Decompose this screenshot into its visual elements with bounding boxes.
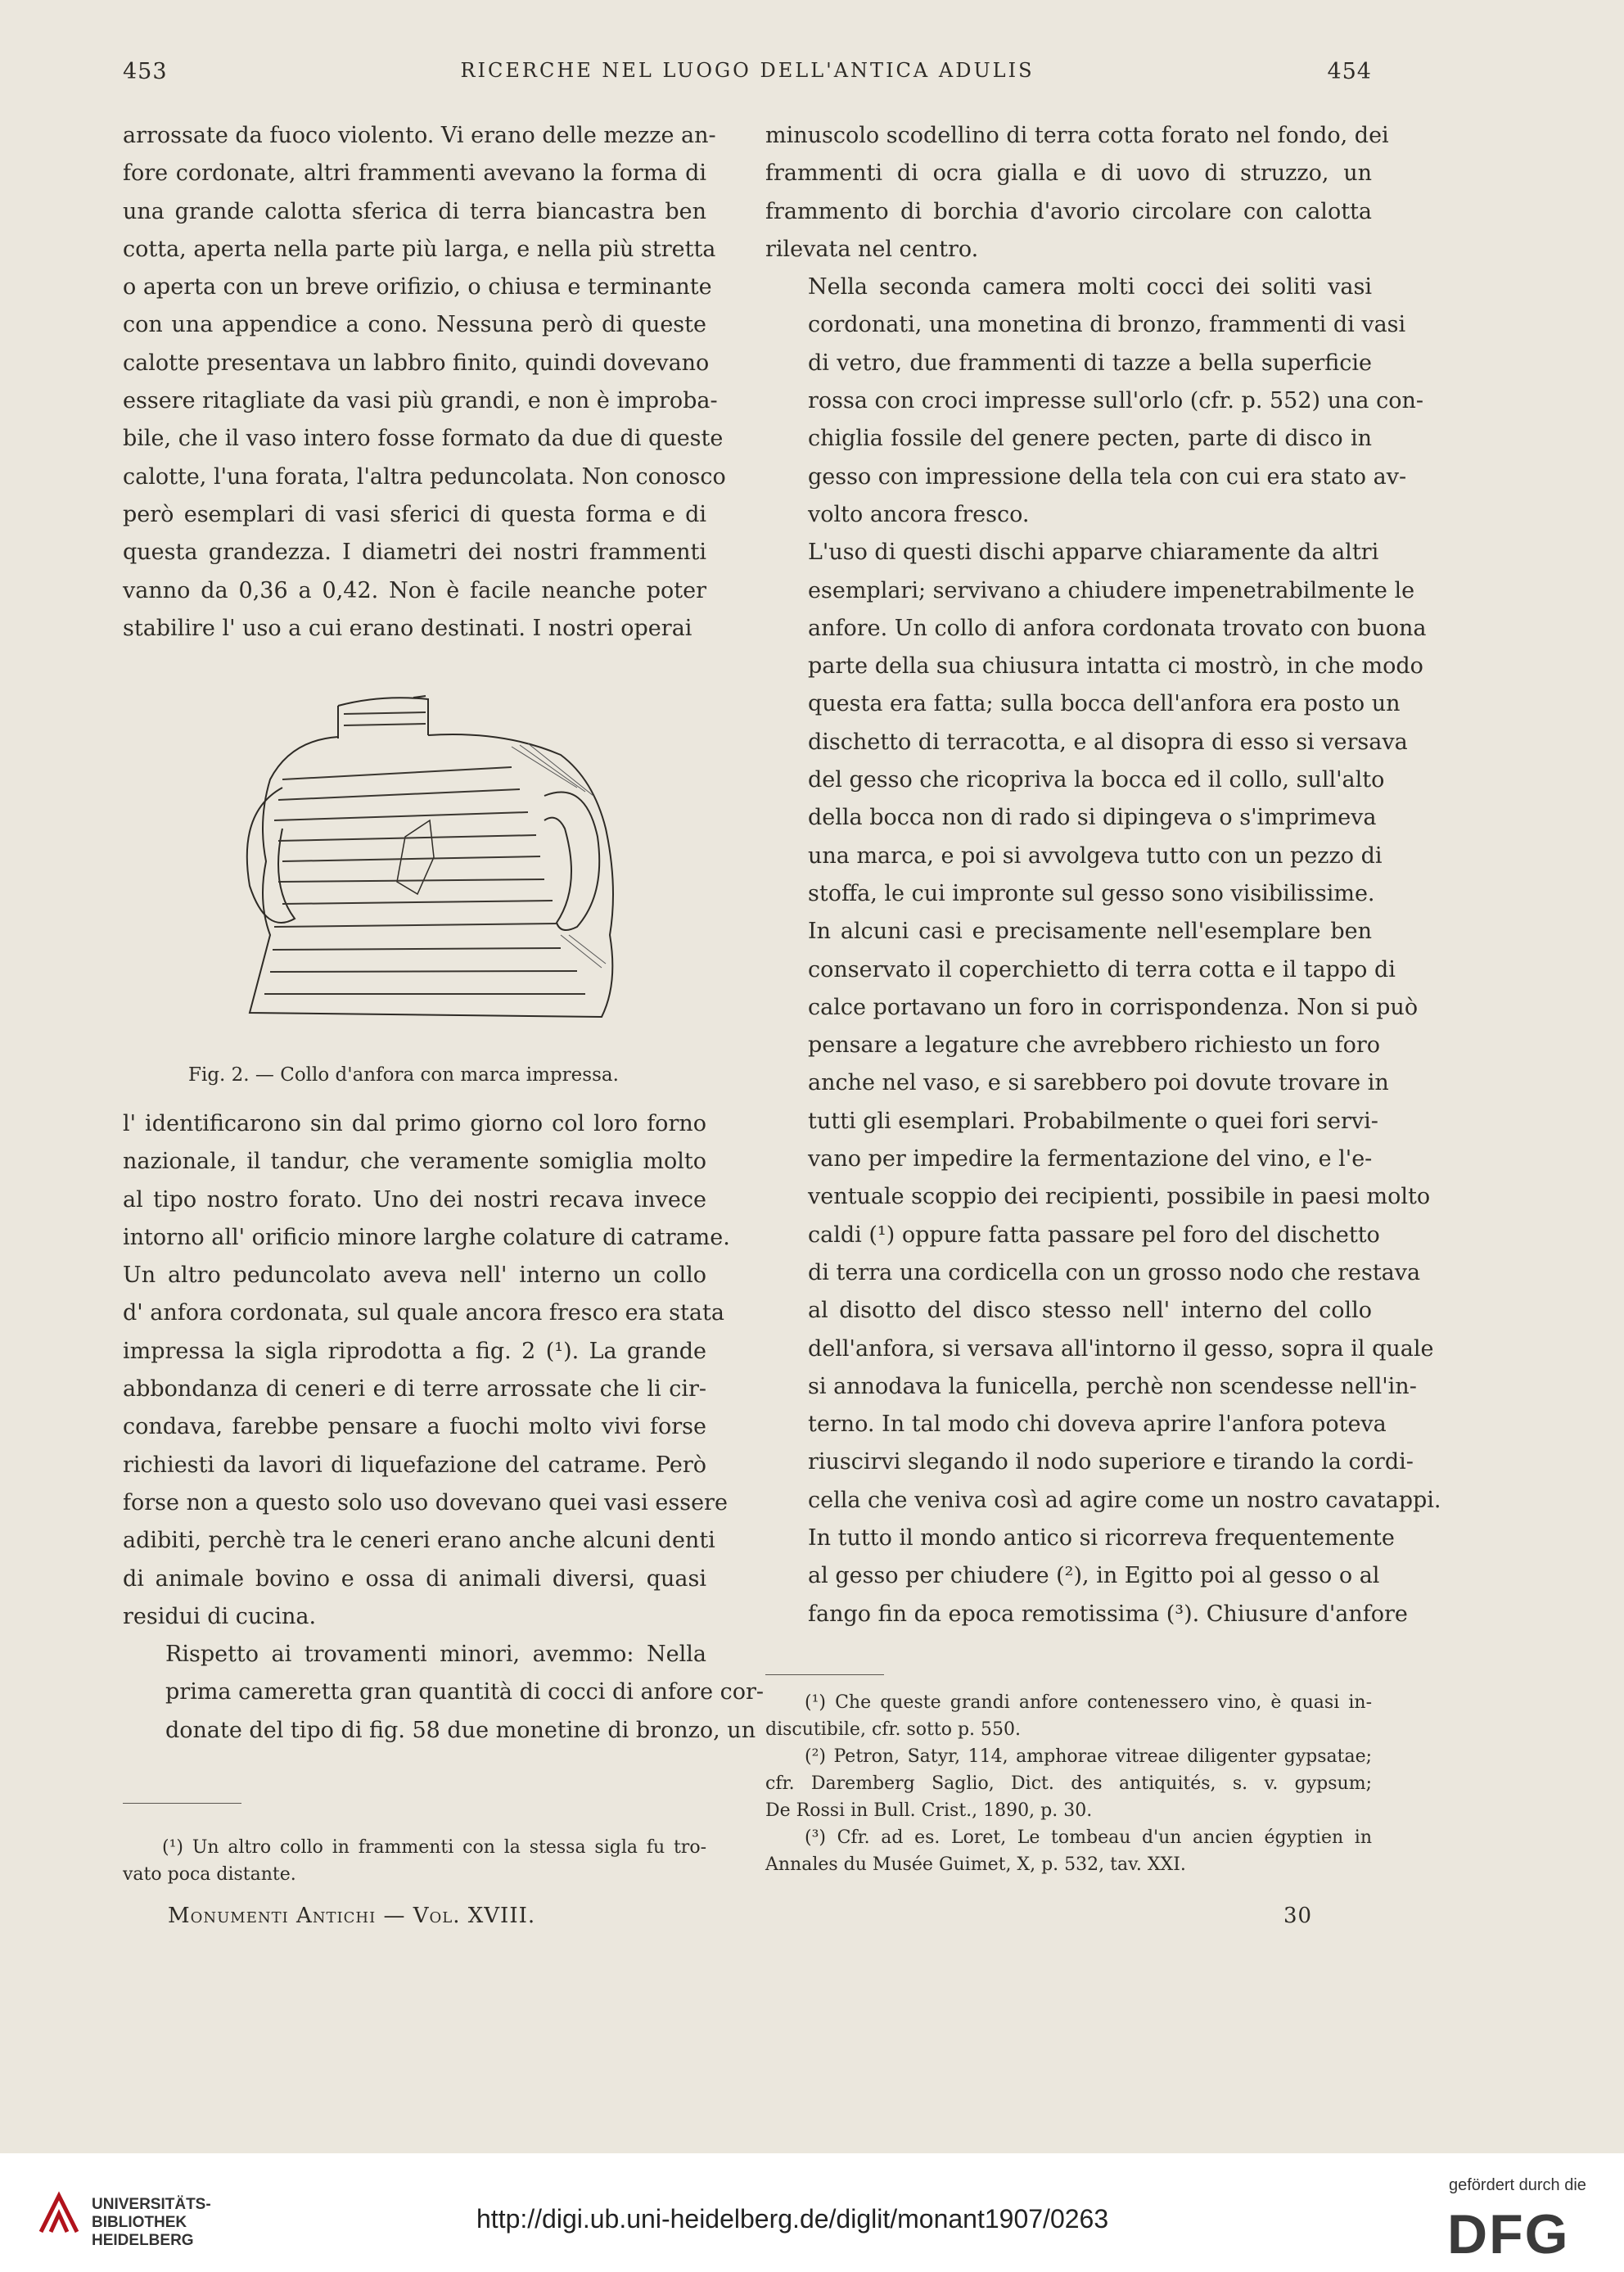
text-line: rilevata nel centro. — [765, 236, 979, 262]
library-footer-band — [0, 2153, 1624, 2272]
text-line: si annodava la funicella, perchè non scendesse nell'in- — [808, 1373, 1417, 1399]
text-line: tutti gli esemplari. Probabilmente o quei fori servi- — [808, 1108, 1378, 1134]
text-line: stoffa, le cui impronte sul gesso sono visibilissime. — [808, 880, 1375, 906]
text-line: bile, che il vaso intero fosse formato da due di queste — [123, 426, 724, 452]
text-line: fango fin da epoca remotissima (³). Chiusure d'anfore — [808, 1601, 1408, 1627]
text-line: calotte, l'una forata, l'altra peduncolata. Non conosco — [123, 463, 726, 490]
university-library-logo-icon — [34, 2189, 83, 2238]
text-line: esemplari; servivano a chiudere impenetrabilmente le — [808, 577, 1415, 603]
text-line: del gesso che ricopriva la bocca ed il collo, sull'alto — [808, 767, 1385, 793]
text-line: anfore. Un collo di anfora cordonata trovato con buona — [808, 615, 1427, 641]
text-line: però esemplari di vasi sferici di questa forma e di — [123, 501, 706, 527]
paragraph — [123, 1105, 730, 1636]
footer-page-number: 30 — [1283, 1904, 1313, 1928]
paragraph — [765, 913, 1441, 1633]
text-line: frammento di borchia d'avorio circolare con calotta — [765, 198, 1372, 224]
footnote-line: vato poca distante. — [123, 1864, 296, 1885]
text-line: terno. In tal modo chi doveva aprire l'anfora poteva — [808, 1412, 1387, 1438]
paragraph — [765, 269, 1423, 534]
text-line: d' anfora cordonata, sul quale ancora fresco era stata — [123, 1300, 724, 1326]
text-line: dischetto di terracotta, e al disopra di esso si versava — [808, 729, 1408, 755]
text-line: dell'anfora, si versava all'intorno il gesso, sopra il quale — [808, 1335, 1434, 1362]
figure-caption: Fig. 2. — Collo d'anfora con marca impressa. — [188, 1064, 619, 1086]
text-line: rossa con croci impresse sull'orlo (cfr. p. 552) una con- — [808, 388, 1423, 414]
footnote-rule — [765, 1674, 884, 1675]
text-line: Rispetto ai trovamenti minori, avemmo: Nella — [165, 1642, 706, 1668]
text-line: richiesti da lavori di liquefazione del catrame. Però — [123, 1452, 706, 1478]
text-line: di vetro, due frammenti di tazze a bella superficie — [808, 350, 1372, 376]
text-line: al tipo nostro forato. Uno dei nostri recava invece — [123, 1186, 706, 1213]
paragraph — [765, 534, 1427, 913]
text-line: intorno all' orificio minore larghe colature di catrame. — [123, 1224, 730, 1250]
text-line: Un altro peduncolato aveva nell' interno un collo — [123, 1262, 706, 1289]
text-line: una marca, e poi si avvolgeva tutto con un pezzo di — [808, 842, 1383, 869]
library-name-line: UNIVERSITÄTS- — [92, 2196, 211, 2213]
footnote — [123, 1834, 706, 1888]
left-footnotes — [123, 1834, 706, 1888]
right-column — [765, 117, 1441, 1633]
digital-library-url[interactable]: http://digi.ub.uni-heidelberg.de/diglit/monant1907/0263 — [476, 2204, 1109, 2234]
text-line: fore cordonate, altri frammenti avevano la forma di — [123, 160, 706, 187]
text-line: In tutto il mondo antico si ricorreva frequentemente — [808, 1524, 1395, 1551]
footnote-line: cfr. Daremberg Saglio, Dict. des antiquités, s. v. gypsum; — [765, 1773, 1372, 1794]
text-line: questa era fatta; sulla bocca dell'anfora era posto un — [808, 691, 1401, 717]
paragraph — [765, 117, 1389, 269]
text-line: L'uso di questi dischi apparve chiaramente da altri — [808, 540, 1379, 566]
text-line: residui di cucina. — [123, 1603, 317, 1629]
footnote-line: (¹) Un altro collo in frammenti con la stessa sigla fu tro- — [162, 1837, 706, 1858]
paragraph — [123, 1636, 765, 1750]
dfg-logo: DFG — [1447, 2203, 1570, 2265]
text-line: volto ancora fresco. — [808, 501, 1030, 527]
footnote-rule — [123, 1803, 241, 1804]
text-line: calce portavano un foro in corrispondenza. Non si può — [808, 994, 1419, 1020]
text-line: adibiti, perchè tra le ceneri erano anche alcuni denti — [123, 1528, 715, 1554]
text-line: questa grandezza. I diametri dei nostri frammenti — [123, 540, 706, 566]
text-line: calotte presentava un labbro finito, quindi dovevano — [123, 350, 710, 376]
text-line: stabilire l' uso a cui erano destinati. I nostri operai — [123, 615, 692, 641]
text-line: Nella seconda camera molti cocci dei soliti vasi — [808, 274, 1372, 300]
text-line: gesso con impressione della tela con cui era stato av- — [808, 463, 1407, 490]
text-line: vano per impedire la fermentazione del vino, e l'e- — [808, 1146, 1373, 1172]
text-line: essere ritagliate da vasi più grandi, e non è improba- — [123, 388, 718, 414]
text-line: prima cameretta gran quantità di cocci di anfore cor- — [165, 1679, 765, 1705]
text-line: frammenti di ocra gialla e di uovo di struzzo, un — [765, 160, 1372, 187]
text-line: In alcuni casi e precisamente nell'esemplare ben — [808, 919, 1372, 945]
text-line: conservato il coperchietto di terra cotta e il tappo di — [808, 956, 1396, 982]
footnote-line: discutibile, cfr. sotto p. 550. — [765, 1719, 1021, 1740]
text-line: chiglia fossile del genere pecten, parte di disco in — [808, 426, 1372, 452]
amphora-neck-figure — [233, 689, 643, 1041]
text-line: pensare a legature che avrebbero richiesto un foro — [808, 1032, 1381, 1059]
text-line: di animale bovino e ossa di animali diversi, quasi — [123, 1565, 706, 1592]
text-line: abbondanza di ceneri e di terre arrossate che li cir- — [123, 1376, 706, 1402]
text-line: della bocca non di rado si dipingeva o s'imprimeva — [808, 805, 1377, 831]
text-line: l' identificarono sin dal primo giorno col loro forno — [123, 1111, 706, 1136]
text-line: o aperta con un breve orifizio, o chiusa e terminante — [123, 274, 712, 300]
text-line: cotta, aperta nella parte più larga, e nella più stretta — [123, 236, 716, 262]
footnote-line: Annales du Musée Guimet, X, p. 532, tav. XXI. — [765, 1854, 1186, 1875]
right-footnotes — [765, 1689, 1372, 1878]
text-line: al disotto del disco stesso nell' interno del collo — [808, 1298, 1372, 1324]
left-column-bottom — [123, 1105, 765, 1750]
page-header — [123, 59, 1372, 92]
footnote-line: (²) Petron, Satyr, 114, amphorae vitreae diligenter gypsatae; — [805, 1746, 1372, 1767]
library-name-line: BIBLIOTHEK — [92, 2214, 187, 2231]
footnote-line: (³) Cfr. ad es. Loret, Le tombeau d'un ancien égyptien in — [805, 1827, 1372, 1848]
text-line: caldi (¹) oppure fatta passare pel foro del dischetto — [808, 1222, 1380, 1248]
page-number-right: 454 — [1327, 59, 1372, 84]
text-line: al gesso per chiudere (²), in Egitto poi al gesso o al — [808, 1563, 1380, 1589]
text-line: anche nel vaso, e si sarebbero poi dovute trovare in — [808, 1070, 1389, 1096]
text-line: cordonati, una monetina di bronzo, frammenti di vasi — [808, 312, 1406, 338]
funded-by-label: gefördert durch die — [1449, 2176, 1586, 2194]
page-number-left: 453 — [123, 59, 168, 84]
text-line: nazionale, il tandur, che veramente somiglia molto — [123, 1149, 706, 1175]
text-line: cella che veniva così ad agire come un nostro cavatappi. — [808, 1487, 1441, 1513]
footnote-line: (¹) Che queste grandi anfore contenessero vino, è quasi in- — [805, 1692, 1372, 1713]
text-line: donate del tipo di fig. 58 due monetine di bronzo, un — [165, 1717, 756, 1743]
running-title: RICERCHE NEL LUOGO DELL'ANTICA ADULIS — [460, 59, 1035, 82]
text-line: riuscirvi slegando il nodo superiore e tirando la cordi- — [808, 1449, 1414, 1475]
text-line: minuscolo scodellino di terra cotta forato nel fondo, dei — [765, 123, 1389, 148]
left-column-top — [123, 117, 726, 648]
text-line: parte della sua chiusura intatta ci mostrò, in che modo — [808, 653, 1423, 680]
text-line: condava, farebbe pensare a fuochi molto vivi forse — [123, 1414, 706, 1440]
text-line: vanno da 0,36 a 0,42. Non è facile neanche poter — [123, 577, 706, 603]
paragraph — [123, 117, 726, 648]
text-line: arrossate da fuoco violento. Vi erano delle mezze an- — [123, 123, 716, 148]
text-line: impressa la sigla riprodotta a fig. 2 (¹). La grande — [123, 1338, 706, 1364]
text-line: forse non a questo solo uso dovevano quei vasi essere — [123, 1489, 728, 1515]
library-name — [92, 2196, 211, 2250]
text-line: ventuale scoppio dei recipienti, possibile in paesi molto — [808, 1184, 1431, 1210]
footnote — [765, 1689, 1372, 1878]
text-line: con una appendice a cono. Nessuna però di queste — [123, 312, 706, 338]
footnote-line: De Rossi in Bull. Crist., 1890, p. 30. — [765, 1800, 1093, 1821]
library-name-line: HEIDELBERG — [92, 2232, 194, 2249]
text-line: di terra una cordicella con un grosso nodo che restava — [808, 1259, 1421, 1285]
text-line: una grande calotta sferica di terra biancastra ben — [123, 198, 706, 224]
footer-series-title: Monumenti Antichi — Vol. XVIII. — [168, 1904, 536, 1928]
